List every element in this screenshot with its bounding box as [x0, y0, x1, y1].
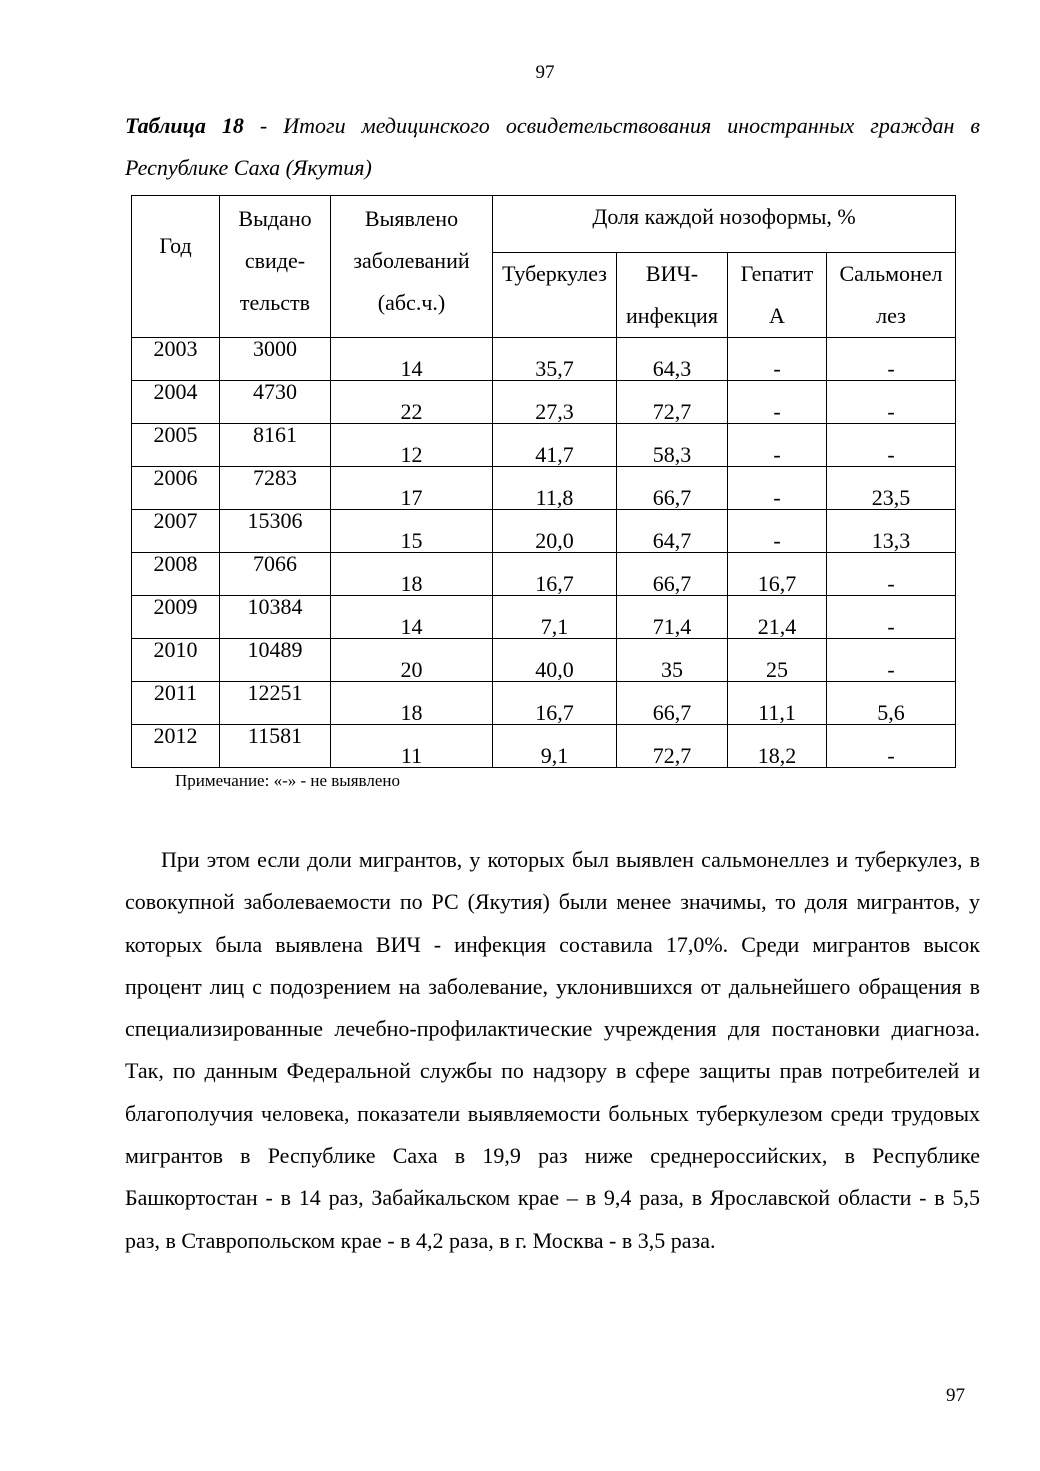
header-share: Доля каждой нозоформы, %: [493, 196, 956, 253]
cell-tuberculosis: 16,7: [493, 682, 617, 725]
paragraph-text: При этом если доли мигрантов, у которых был выявлен сальмонеллез и туберкулез, в совокупной заболеваемости по РС (Якутия) были менее значимы, то доля мигрантов, у которых была выявлена ВИЧ - инфекция составила 17,0%. Среди мигрантов высок процент лиц с подозрением на заболевание, уклонившихся от дальнейшего обращения в специализированные лечебно-профилактические учреждения для постановки диагноза. Так, по данным Федеральной службы по надзору в сфере защиты прав потребителей и благополучия человека, показатели выявляемости больных туберкулезом среди трудовых мигрантов в Республике Саха в 19,9 раз ниже среднероссийских, в Республике Башкортостан - в 14 раз, Забайкальском крае – в 9,4 раза, в Ярославской области - в 5,5 раз, в Ставропольском крае - в 4,2 раза, в г. Москва - в 3,5 раза.: [125, 847, 980, 1253]
cell-tuberculosis: 35,7: [493, 338, 617, 381]
cell-hepatitis: -: [728, 424, 827, 467]
table-row: [132, 424, 956, 467]
cell-detected: 14: [331, 338, 493, 381]
table-row: [132, 553, 956, 596]
table-row: [132, 467, 956, 510]
cell-tuberculosis: 11,8: [493, 467, 617, 510]
cell-hepatitis: 11,1: [728, 682, 827, 725]
cell-year: 2004: [132, 381, 220, 424]
cell-hiv: 35: [617, 639, 728, 682]
cell-detected: 22: [331, 381, 493, 424]
cell-year: 2012: [132, 725, 220, 768]
cell-year: 2005: [132, 424, 220, 467]
cell-hepatitis: 21,4: [728, 596, 827, 639]
cell-detected: 11: [331, 725, 493, 768]
cell-issued: 15306: [220, 510, 331, 553]
cell-year: 2008: [132, 553, 220, 596]
cell-hepatitis: 16,7: [728, 553, 827, 596]
cell-year: 2011: [132, 682, 220, 725]
cell-tuberculosis: 16,7: [493, 553, 617, 596]
cell-salmonellosis: -: [827, 725, 956, 768]
cell-salmonellosis: -: [827, 338, 956, 381]
cell-hiv: 58,3: [617, 424, 728, 467]
table-row: [132, 338, 956, 381]
cell-detected: 14: [331, 596, 493, 639]
cell-salmonellosis: -: [827, 381, 956, 424]
cell-detected: 18: [331, 682, 493, 725]
cell-detected: 20: [331, 639, 493, 682]
cell-hepatitis: 18,2: [728, 725, 827, 768]
table-row: [132, 510, 956, 553]
cell-issued: 3000: [220, 338, 331, 381]
cell-year: 2007: [132, 510, 220, 553]
cell-hiv: 66,7: [617, 467, 728, 510]
header-issued: Выдано свиде- тельств: [220, 196, 331, 338]
cell-issued: 11581: [220, 725, 331, 768]
cell-hepatitis: -: [728, 467, 827, 510]
table-header-row-1: [132, 196, 956, 253]
cell-detected: 18: [331, 553, 493, 596]
cell-tuberculosis: 40,0: [493, 639, 617, 682]
cell-hiv: 71,4: [617, 596, 728, 639]
cell-hiv: 72,7: [617, 381, 728, 424]
table-row: [132, 381, 956, 424]
cell-detected: 15: [331, 510, 493, 553]
cell-salmonellosis: -: [827, 553, 956, 596]
cell-issued: 10384: [220, 596, 331, 639]
cell-detected: 12: [331, 424, 493, 467]
cell-salmonellosis: 23,5: [827, 467, 956, 510]
header-hiv: ВИЧ- инфекция: [617, 253, 728, 338]
cell-tuberculosis: 7,1: [493, 596, 617, 639]
cell-tuberculosis: 27,3: [493, 381, 617, 424]
cell-year: 2009: [132, 596, 220, 639]
cell-tuberculosis: 9,1: [493, 725, 617, 768]
header-detected: Выявлено заболеваний (абс.ч.): [331, 196, 493, 338]
cell-hiv: 64,3: [617, 338, 728, 381]
page-number-top: 97: [535, 62, 555, 83]
cell-hepatitis: -: [728, 381, 827, 424]
cell-year: 2006: [132, 467, 220, 510]
cell-salmonellosis: -: [827, 639, 956, 682]
table-row: [132, 639, 956, 682]
cell-salmonellosis: -: [827, 424, 956, 467]
cell-hepatitis: 25: [728, 639, 827, 682]
header-hepatitis: Гепатит А: [728, 253, 827, 338]
cell-issued: 7066: [220, 553, 331, 596]
cell-hiv: 64,7: [617, 510, 728, 553]
cell-salmonellosis: 5,6: [827, 682, 956, 725]
cell-tuberculosis: 41,7: [493, 424, 617, 467]
table-row: [132, 725, 956, 768]
header-year: Год: [132, 196, 220, 338]
cell-salmonellosis: -: [827, 596, 956, 639]
cell-issued: 4730: [220, 381, 331, 424]
cell-hiv: 66,7: [617, 553, 728, 596]
cell-year: 2003: [132, 338, 220, 381]
cell-issued: 10489: [220, 639, 331, 682]
table-caption: [125, 105, 980, 189]
header-salmonellosis: Сальмонел лез: [827, 253, 956, 338]
table-note: Примечание: «-» - не выявлено: [175, 771, 400, 790]
cell-detected: 17: [331, 467, 493, 510]
page-number-bottom: 97: [946, 1385, 965, 1406]
table-caption-text: - Итоги медицинского освидетельствования иностранных граждан в Республике Саха (Якутия): [125, 113, 980, 180]
cell-issued: 7283: [220, 467, 331, 510]
cell-salmonellosis: 13,3: [827, 510, 956, 553]
cell-year: 2010: [132, 639, 220, 682]
cell-hepatitis: -: [728, 510, 827, 553]
results-table: [131, 195, 956, 768]
cell-hiv: 66,7: [617, 682, 728, 725]
table-caption-label: Таблица 18: [125, 113, 244, 138]
cell-hiv: 72,7: [617, 725, 728, 768]
body-paragraph: [125, 839, 980, 1262]
table-row: [132, 596, 956, 639]
cell-issued: 8161: [220, 424, 331, 467]
cell-hepatitis: -: [728, 338, 827, 381]
cell-tuberculosis: 20,0: [493, 510, 617, 553]
table-row: [132, 682, 956, 725]
header-tuberculosis: Туберкулез: [493, 253, 617, 338]
cell-issued: 12251: [220, 682, 331, 725]
